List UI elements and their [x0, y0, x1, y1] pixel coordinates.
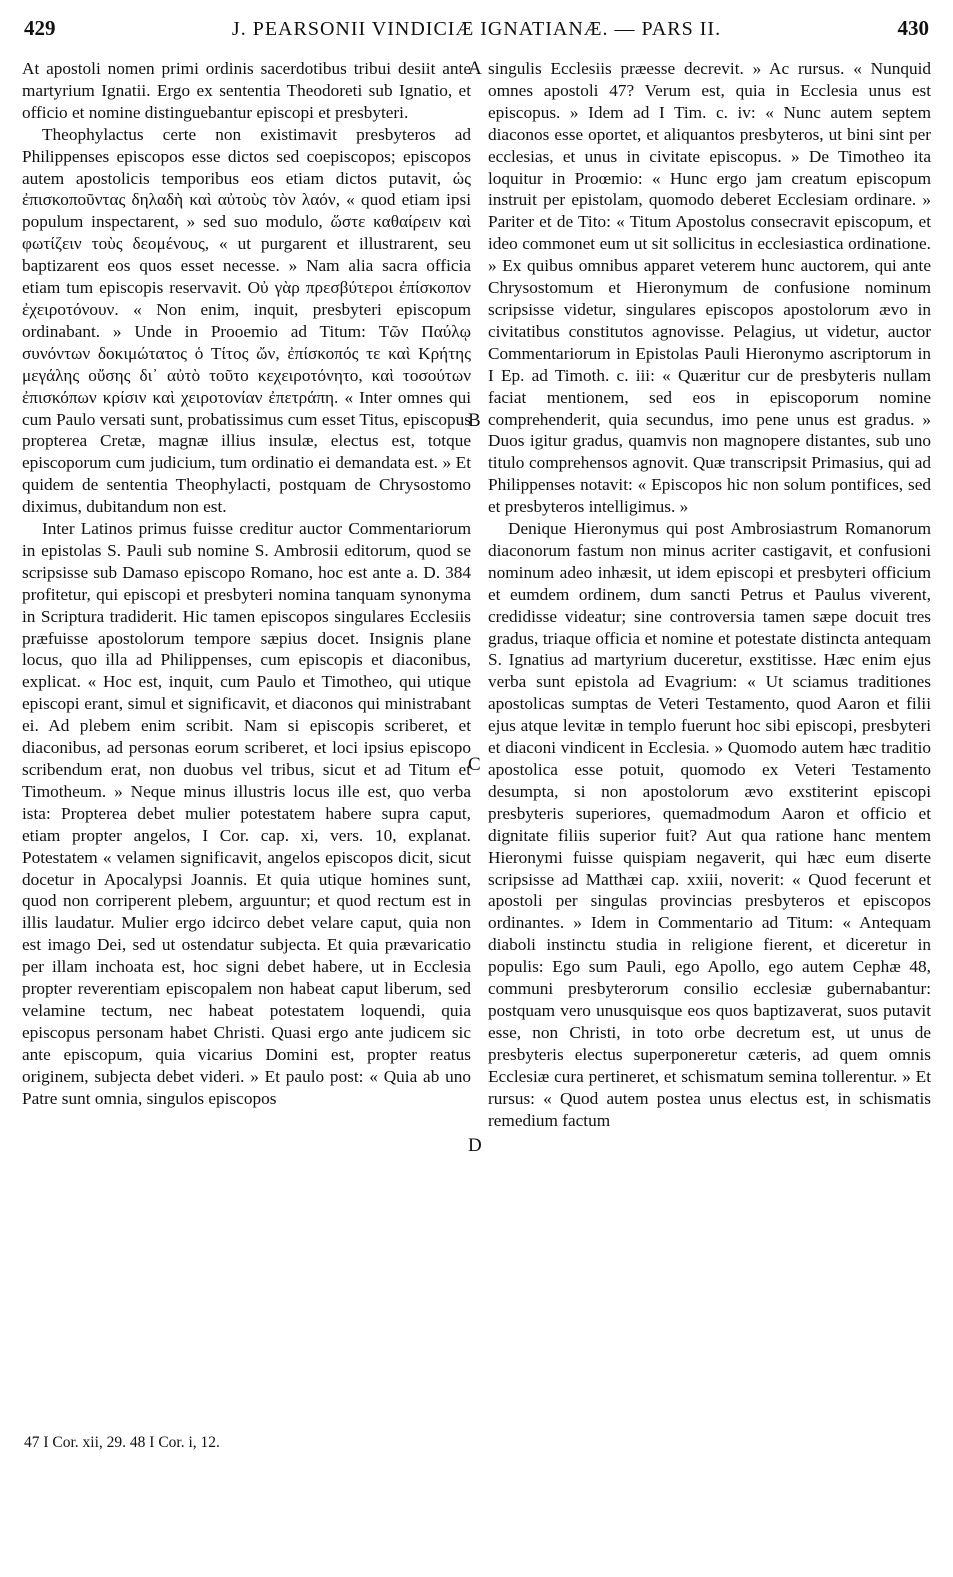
- left-column: [22, 58, 471, 1110]
- paragraph: Denique Hieronymus qui post Ambrosiastrum Romanorum diaconorum fastum non minus acriter castigavit, et confusioni nominum adeo inhæsit, ut idem episcopi et presbyteri officium et eumdem ordinem, dum sancti Petrus et Paulus viverent, credidisse videatur; sine controversia tamen sæpe docuit tres gradus, triaque officia et nomine et potestate distincta antequam S. Ignatius ad martyrium duceretur, exstitisse. Hæc enim ejus verba sunt epistola ad Evagrium: « Ut sciamus traditiones apostolicas sumptas de Veteri Testamento, quod Aaron et filii ejus atque levitæ in templo fuerunt hoc sibi episcopi, presbyteri et diaconi vindicent in Ecclesia. » Quomodo autem hæc traditio apostolica esse potuit, quomodo ex Veteri Testamento desumpta, si non apostolorum ævo exstiterint episcopi presbyteris superiores, quemadmodum Aaron et officio et dignitate filiis superior fuit? Aut qua ratione hanc mentem Hieronymi fuisse quispiam negaverit, qui hæc eum diserte scripsisse ad Matthæi cap. xxiii, noverit: « Quod fecerunt et apostoli per singulas provincias presbyteros et episcopos ordinantes. » Idem in Commentario ad Titum: « Antequam diaboli instinctu studia in religione fierent, et diceretur in populis: Ego sum Pauli, ego Apollo, ego autem Cephæ 48, communi presbyterorum consilio ecclesiæ gubernabantur: postquam vero unusquisque eos quos baptizaverat, suos putavit esse, non Christi, in toto orbe decretum est, ut unus de presbyteris electus superponeretur cæteris, ad quem omnis Ecclesiæ cura pertineret, et schismatum semina tollerentur. » Et rursus: « Quod autem postea unus electus est, in schismatis remedium factum: [488, 519, 931, 1130]
- paragraph: At apostoli nomen primi ordinis sacerdotibus tribui desiit ante martyrium Ignatii. Ergo ex sententia Theodoreti sub Ignatio, et officio et nomine distinguebantur episcopi et presbyteri.: [22, 59, 471, 122]
- margin-letter: C: [468, 754, 481, 775]
- page-number-right: 430: [897, 16, 929, 40]
- paragraph: Theophylactus certe non existimavit presbyteros ad Philippenses episcopos esse dictos sed coepiscopos; episcopos autem apostolicis temporibus eos etiam dictos putavit, ὡς ἐπισκοποῦντας δηλαδὴ καὶ αὐτοὺς τὸν λαόν, « quod etiam ipsi populum inspectarent, » sed suo modulo, ὥστε καθαίρειν καὶ φωτίζειν τοὺς δεομένους, « ut purgarent et illustrarent, seu baptizarent eos quos esset necesse. » Nam alia sacra officia etiam tum episcopis reservavit. Οὐ γὰρ πρεσβύτεροι ἐπίσκοπον ἐχειροτόνουν. « Non enim, inquit, presbyteri episcopum ordinabant. » Unde in Prooemio ad Titum: Τῶν Παύλῳ συνόντων δοκιμώτατος ὁ Τίτος ὤν, ἐπίσκοπός τε καὶ Κρήτης μεγάλης οὔσης δι᾽ αὐτὸ τοῦτο κεχειροτόνητο, καὶ τοσούτων ἐπισκόπων κρίσιν καὶ χειροτονίαν ἐπετράπη. « Inter omnes qui cum Paulo versati sunt, probatissimus cum esset Titus, episcopus propterea Cretæ, magnæ illius insulæ, electus est, totque episcoporum cum judicium, tum ordinatio ei demandata est. » Et quidem de sententia Theophylacti, postquam de Chrysostomo diximus, dubitandum non est.: [22, 124, 471, 517]
- margin-letter: D: [468, 1135, 482, 1156]
- running-header: [24, 14, 929, 48]
- margin-letter: B: [468, 410, 481, 431]
- right-column: [488, 58, 931, 1131]
- paragraph: singulis Ecclesiis præesse decrevit. » Ac rursus. « Nunquid omnes apostoli 47? Verum est, quia in Ecclesia unus est episcopus. » Idem ad I Tim. c. iv: « Nunc autem septem diaconos esse oportet, et aliquantos presbyteros, ut bini sint per ecclesias, et unus in civitate episcopus. » De Timotheo ita loquitur in Proœmio: « Hunc ergo jam creatum episcopum instruit per epistolam, quomodo deberet Ecclesiam ordinare. » Pariter et de Tito: « Titum Apostolus consecravit episcopum, et ideo commonet eum ut sit sollicitus in ecclesiastica ordinatione. » Ex quibus omnibus apparet veterem hunc auctorem, qui ante Chrysostomum et Hieronymum de confusione nominum scripsisse videtur, singulares episcopos apostolorum ævo in civitatibus constitutos agnovisse. Pelagius, ut videtur, auctor Commentariorum in Epistolas Pauli Hieronymo ascriptorum in I Ep. ad Timoth. c. iii: « Quæritur cur de presbyteris nullam faciat mentionem, sed eos in episcoporum nomine comprehenderit, quia secundus, imo pene unus est gradus. » Duos igitur gradus, quamvis non magnopere distantes, sub uno titulo comprehensos agnovit. Quæ transcripsit Primasius, qui ad Philippenses notavit: « Episcopos hic non solum pontifices, sed et presbyteros intelligimus. »: [488, 59, 931, 517]
- page-number-left: 429: [24, 16, 56, 40]
- paragraph: Inter Latinos primus fuisse creditur auctor Commentariorum in epistolas S. Pauli sub nomine S. Ambrosii editorum, quod se scripsisse sub Damaso episcopo Romano, hoc est ante a. D. 384 profitetur, qui episcopi et presbyteri nomina tanquam synonyma in Scriptura tradiderit. Hic tamen episcopos singulares Ecclesiis præfuisse apostolorum tempore sæpius docet. Insignis plane locus, quo illa ad Philippenses, cum episcopis et diaconibus, explicat. « Hoc est, inquit, cum Paulo et Timotheo, qui utique episcopi erant, simul et significavit, et diaconos qui ministrabant ei. Ad plebem enim scribit. Nam si episcopis scriberet, et diaconibus, ad personas eorum scriberet, et loci ipsius episcopo scribendum erat, non duobus vel tribus, sicut et ad Titum et Timotheum. » Neque minus illustris locus ille est, quo verba ista: Propterea debet mulier potestatem habere supra caput, etiam propter angelos, I Cor. cap. xi, vers. 10, explanat. Potestatem « velamen significavit, angelos episcopos dicit, sicut docetur in Apocalypsi Joannis. Et quia utique homines sunt, quod non corriperent plebem, arguuntur; et quod rectum est in illis laudatur. Mulier ergo idcirco debet velare caput, quia non est imago Dei, sed ut ostendatur subjecta. Et quia prævaricatio per illam inchoata est, hoc signi debet habere, ut in Ecclesia propter reverentiam episcopalem non habeat caput liberum, sed velamine tectum, nec habeat potestatem loquendi, quia episcopus personam habet Christi. Quasi ergo ante judicem sic ante episcopum, quia vicarius Domini est, propter reatus originem, subjecta debet videri. » Et paulo post: « Quia ab uno Patre sunt omnia, singulos episcopos: [22, 519, 471, 1108]
- footnotes: 47 I Cor. xii, 29. 48 I Cor. i, 12.: [24, 1434, 220, 1451]
- margin-letter: A: [468, 58, 482, 79]
- running-title: J. PEARSONII VINDICIÆ IGNATIANÆ. — PARS II.: [231, 18, 722, 40]
